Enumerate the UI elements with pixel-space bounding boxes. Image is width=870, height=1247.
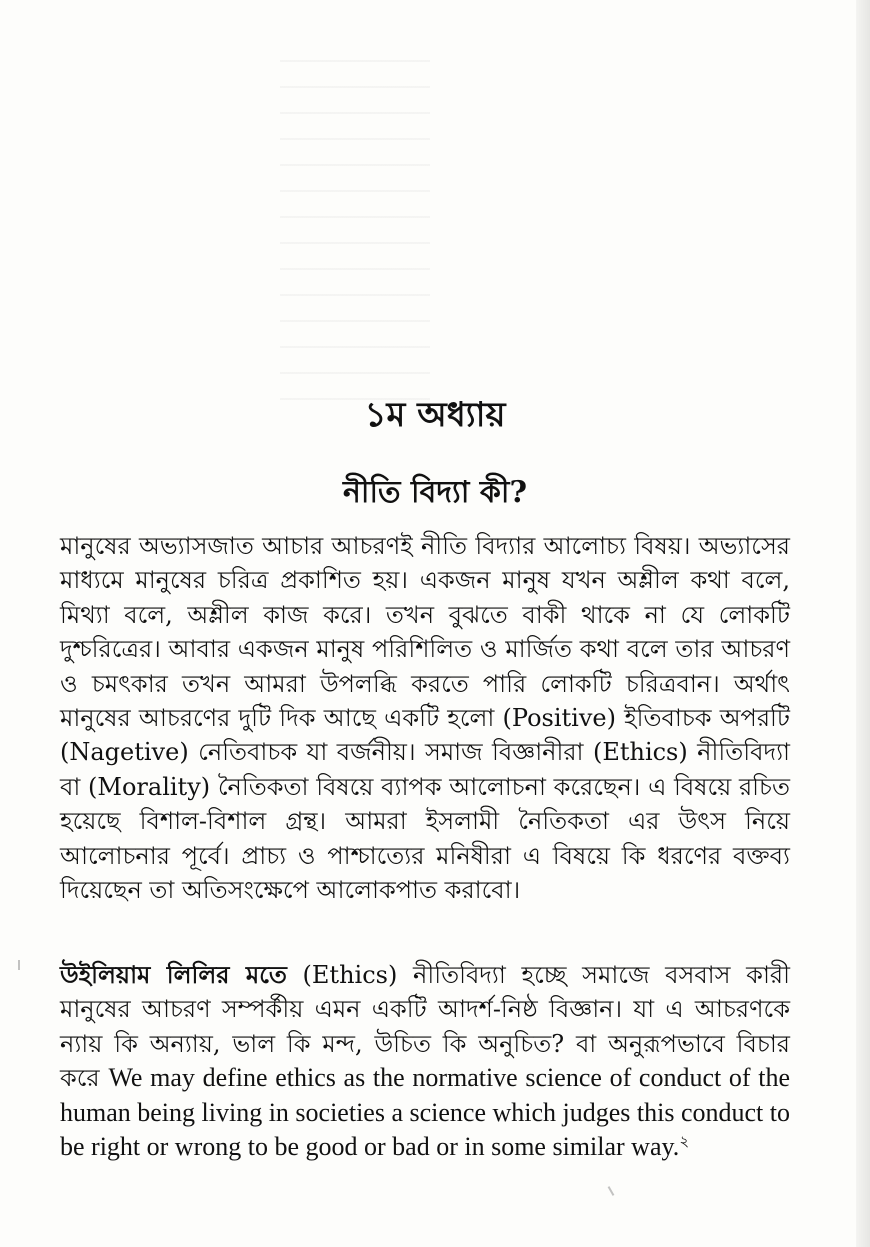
quote-author-lead: উইলিয়াম লিলির মতে (60, 960, 287, 989)
body-paragraph-2 (60, 958, 790, 1164)
chapter-title: ১ম অধ্যায় (364, 395, 506, 435)
body-paragraph-1: মানুষের অভ্যাসজাত আচার আচরণই নীতি বিদ্যার আলোচ্য বিষয়। অভ্যাসের মাধ্যমে মানুষের চরিত্র প্রকাশিত হয়। একজন মানুষ যখন অশ্লীল কথা বলে, মিথ্যা বলে, অশ্লীল কাজ করে। তখন বুঝতে বাকী থাকে না যে লোকটি দুশ্চরিত্রের। আবার একজন মানুষ পরিশিলিত ও মার্জিত কথা বলে তার আচরণ ও চমৎকার তখন আমরা উপলব্ধি করতে পারি লোকটি চরিত্রবান। অর্থাৎ মানুষের আচরণের দুটি দিক আছে একটি হলো (Positive) ইতিবাচক অপরটি (Nagetive) নেতিবাচক যা বর্জনীয়। সমাজ বিজ্ঞানীরা (Ethics) নীতিবিদ্যা বা (Morality) নৈতিকতা বিষয়ে ব্যাপক আলোচনা করেছেন। এ বিষয়ে রচিত হয়েছে বিশাল-বিশাল গ্রন্থ। আমরা ইসলামী নৈতিকতা এর উৎস নিয়ে আলোচনার পূর্বে। প্রাচ্য ও পাশ্চাত্যের মনিষীরা এ বিষয়ে কি ধরণের বক্তব্য দিয়েছেন তা অতিসংক্ষেপে আলোকপাত করাবো। (60, 532, 790, 905)
definition-text-english: We may define ethics as the normative science of conduct of the human being living in societies a science which judges this conduct to be right or wrong to be good or bad or in some similar way. (60, 1063, 791, 1162)
scan-speck (608, 1186, 615, 1196)
bleed-through-shadow (280, 60, 430, 420)
footnote-marker: ২ (679, 1132, 690, 1151)
definition-text-bengali: (Ethics) নীতিবিদ্যা হচ্ছে সমাজে বসবাস কারী মানুষের আচরণ সম্পর্কীয় এমন একটি আদর্শ-নিষ্ঠ বিজ্ঞান। যা এ আচরণকে ন্যায় কি অন্যায়, ভাল কি মন্দ, উচিত কি অনুচিত? বা অনুরূপভাবে বিচার করে (60, 961, 790, 1093)
scan-speck (18, 960, 20, 970)
section-title: নীতি বিদ্যা কী? (342, 475, 528, 510)
page-edge (856, 0, 870, 1247)
